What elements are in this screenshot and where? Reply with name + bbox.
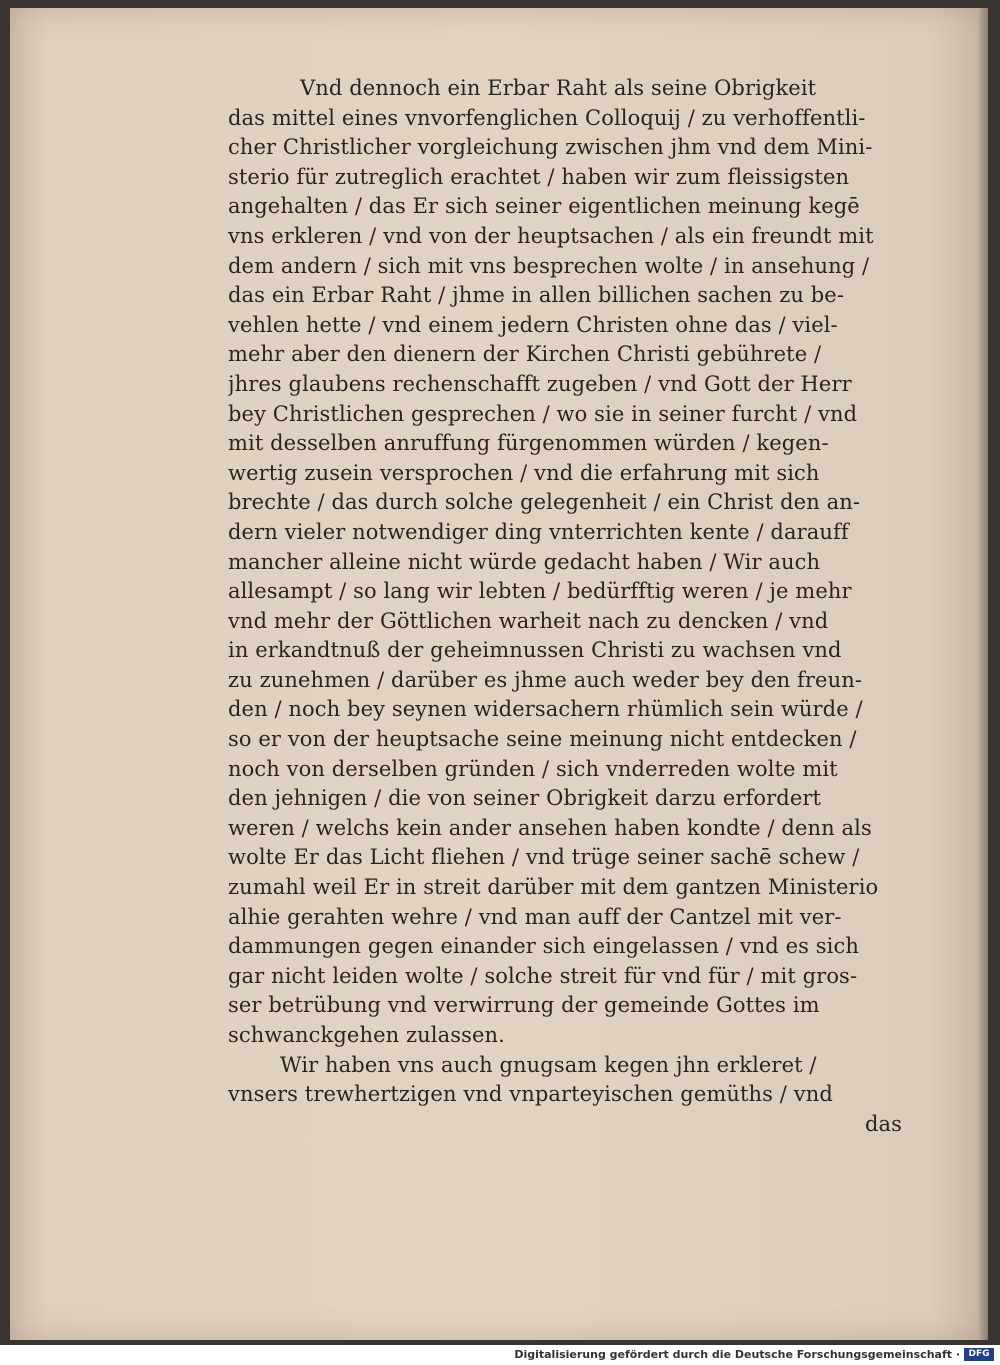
text-line: jhres glaubens rechenschafft zugeben / vnd Gott der Herr — [228, 371, 852, 396]
book-page — [10, 8, 988, 1340]
text-line: in erkandtnuß der geheimnussen Christi zu wachsen vnd — [228, 638, 842, 663]
text-line: den jehnigen / die von seiner Obrigkeit darzu erfordert — [228, 786, 822, 811]
text-line: ser betrübung vnd verwirrung der gemeinde Gottes im — [228, 993, 820, 1018]
text-line: wolte Er das Licht fliehen / vnd trüge seiner sachē schew / — [228, 845, 860, 870]
text-line: mancher alleine nicht würde gedacht haben / Wir auch — [228, 549, 821, 574]
text-line: dern vieler notwendiger ding vnterrichten kente / darauff — [228, 519, 849, 544]
page-edge — [978, 8, 988, 1340]
text-line: den / noch bey seynen widersachern rhümlich sein würde / — [228, 697, 863, 722]
text-line: dammungen gegen einander sich eingelassen / vnd es sich — [228, 934, 859, 959]
text-line: dem andern / sich mit vns besprechen wolte / in ansehung / — [228, 253, 870, 278]
funding-credit: Digitalisierung gefördert durch die Deutsche Forschungsgemeinschaft · — [514, 1348, 960, 1361]
text-line: alhie gerahten wehre / vnd man auff der Cantzel mit ver- — [228, 904, 842, 929]
text-line: angehalten / das Er sich seiner eigentlichen meinung kegē — [228, 194, 860, 219]
text-line: so er von der heuptsache seine meinung nicht entdecken / — [228, 727, 857, 752]
text-line: allesampt / so lang wir lebten / bedürfftig weren / je mehr — [228, 579, 852, 604]
catchword: das — [864, 1111, 902, 1136]
text-line: bey Christlichen gesprechen / wo sie in seiner furcht / vnd — [228, 401, 858, 426]
text-line: schwanckgehen zulassen. — [228, 1023, 505, 1047]
text-line: cher Christlicher vorgleichung zwischen jhm vnd dem Mini- — [228, 135, 873, 160]
text-line: das mittel eines vnvorfenglichen Colloquij / zu verhoffentli- — [228, 105, 866, 130]
text-line: weren / welchs kein ander ansehen haben kondte / denn als — [228, 815, 872, 840]
text-line: mit desselben anruffung fürgenommen würden / kegen- — [228, 431, 829, 456]
text-line: wertig zusein versprochen / vnd die erfahrung mit sich — [228, 460, 820, 485]
text-line: gar nicht leiden wolte / solche streit für vnd für / mit gros- — [228, 963, 858, 988]
page-text — [228, 74, 918, 1139]
text-line: vnsers trewhertzigen vnd vnparteyischen gemüths / vnd — [228, 1082, 833, 1107]
text-line: das ein Erbar Raht / jhme in allen billichen sachen zu be- — [228, 283, 845, 308]
text-line: vehlen hette / vnd einem jedern Christen ohne das / viel- — [228, 312, 838, 337]
text-line: brechte / das durch solche gelegenheit / ein Christ den an- — [228, 490, 861, 515]
text-line: zumahl weil Er in streit darüber mit dem gantzen Ministerio — [228, 875, 879, 900]
dfg-logo: DFG — [964, 1348, 994, 1361]
text-line: zu zunehmen / darüber es jhme auch weder bey den freun- — [228, 667, 863, 692]
text-line: vns erkleren / vnd von der heuptsachen / als ein freundt mit — [228, 223, 874, 248]
text-line: sterio für zutreglich erachtet / haben wir zum fleissigsten — [228, 164, 850, 189]
text-line: Wir haben vns auch gnugsam kegen jhn erkleret / — [280, 1052, 817, 1077]
text-line: vnd mehr der Göttlichen warheit nach zu dencken / vnd — [228, 608, 829, 633]
text-line: Vnd dennoch ein Erbar Raht als seine Obrigkeit — [300, 76, 817, 100]
text-line: mehr aber den dienern der Kirchen Christi gebührete / — [228, 342, 822, 367]
footer-bar — [0, 1345, 1000, 1365]
text-line: noch von derselben gründen / sich vnderreden wolte mit — [228, 756, 838, 781]
